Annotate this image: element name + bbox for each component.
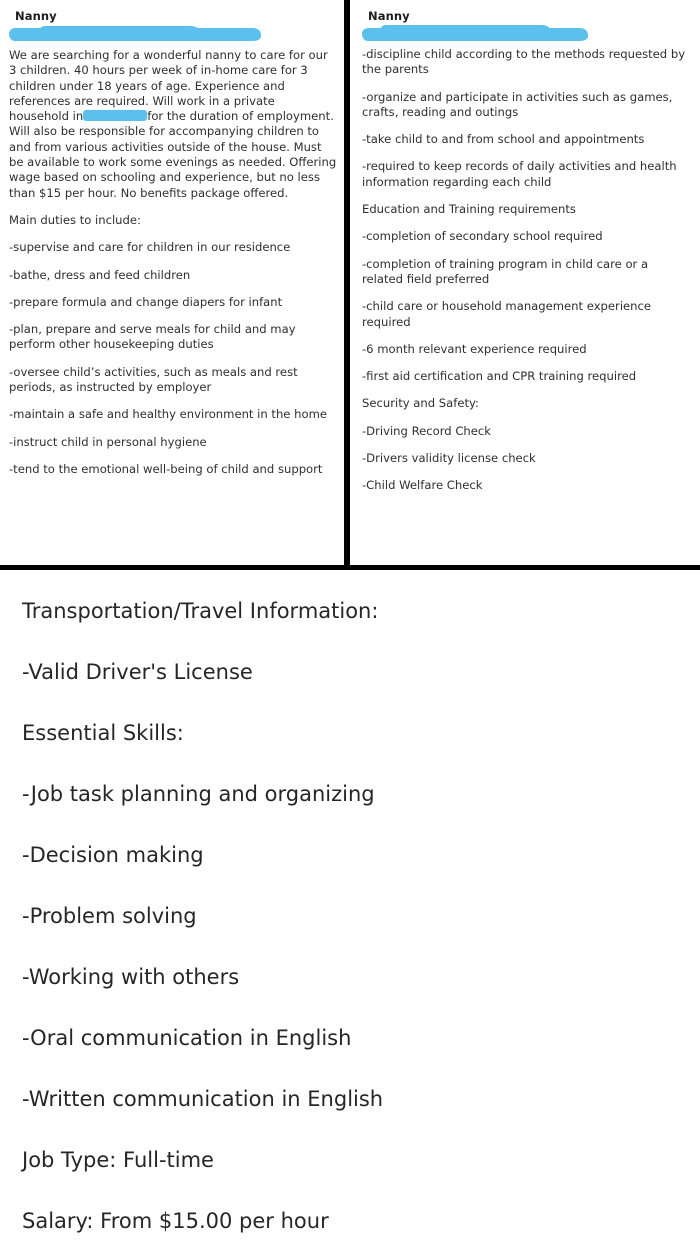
job-description-part-1: We are searching for a wonderful nanny to care for our 3 children. 40 hours per week of in-home care for 3 children under 18 years of age. Experience and references are required. Will work in a private household in <box>9 48 328 124</box>
job-posting-panel-left <box>0 0 344 565</box>
redaction-mark-left-header <box>9 25 338 42</box>
duty-item: -take child to and from school and appointments <box>362 132 645 147</box>
job-posting-panel-right <box>350 0 700 565</box>
transportation-item: -Valid Driver's License <box>22 660 253 684</box>
duty-item: -instruct child in personal hygiene <box>9 434 207 449</box>
duty-item: -prepare formula and change diapers for infant <box>9 294 283 309</box>
education-requirements-heading: Education and Training requirements <box>362 202 576 217</box>
redaction-mark-inline-location <box>83 110 147 121</box>
duty-item: -plan, prepare and serve meals for child and may perform other housekeeping duties <box>9 322 296 352</box>
security-item: -Driving Record Check <box>362 423 491 438</box>
duty-item: -tend to the emotional well-being of child and support <box>9 461 323 476</box>
security-item: -Child Welfare Check <box>362 478 483 493</box>
skill-item: -Decision making <box>22 843 204 867</box>
essential-skills-heading: Essential Skills: <box>22 721 184 745</box>
page-title-left: Nanny <box>15 9 57 23</box>
security-safety-heading: Security and Safety: <box>362 396 479 411</box>
transportation-heading: Transportation/Travel Information: <box>22 599 379 623</box>
education-item: -child care or household management experience required <box>362 299 652 329</box>
screenshot-panels-row <box>0 0 700 570</box>
job-description-paragraph <box>9 48 338 201</box>
duty-item: -required to keep records of daily activities and health information regarding each child <box>362 159 677 189</box>
security-item: -Drivers validity license check <box>362 451 536 466</box>
education-item: -6 month relevant experience required <box>362 341 587 356</box>
salary-line: Salary: From $15.00 per hour <box>22 1209 329 1233</box>
duty-item: -organize and participate in activities such as games, crafts, reading and outings <box>362 89 673 119</box>
skill-item: -Oral communication in English <box>22 1026 352 1050</box>
education-item: -completion of training program in child care or a related field preferred <box>362 256 649 286</box>
redaction-mark-right-header <box>362 25 692 42</box>
job-posting-continued-section <box>0 570 700 1245</box>
skill-item: -Problem solving <box>22 904 197 928</box>
education-item: -completion of secondary school required <box>362 229 603 244</box>
duty-item: -supervise and care for children in our residence <box>9 240 291 255</box>
education-item: -first aid certification and CPR training required <box>362 369 637 384</box>
duty-item: -maintain a safe and healthy environment in the home <box>9 407 327 422</box>
main-duties-heading: Main duties to include: <box>9 212 141 227</box>
job-description-part-2: for the duration of employment. Will also be responsible for accompanying children to and from various activities outside of the house. Must be available to work some evenings as needed. Offering wage based on schooling and experience, but no less than $15 per hour. No benefits package offered. <box>9 109 337 200</box>
skill-item: -Written communication in English <box>22 1087 384 1111</box>
duty-item: -oversee child’s activities, such as meals and rest periods, as instructed by employer <box>9 364 298 395</box>
skill-item: -Job task planning and organizing <box>22 782 375 806</box>
page-title-right: Nanny <box>368 9 410 23</box>
duty-item: -discipline child according to the methods requested by the parents <box>362 47 686 77</box>
duty-item: -bathe, dress and feed children <box>9 267 191 282</box>
job-type-line: Job Type: Full-time <box>22 1148 214 1172</box>
skill-item: -Working with others <box>22 965 240 989</box>
